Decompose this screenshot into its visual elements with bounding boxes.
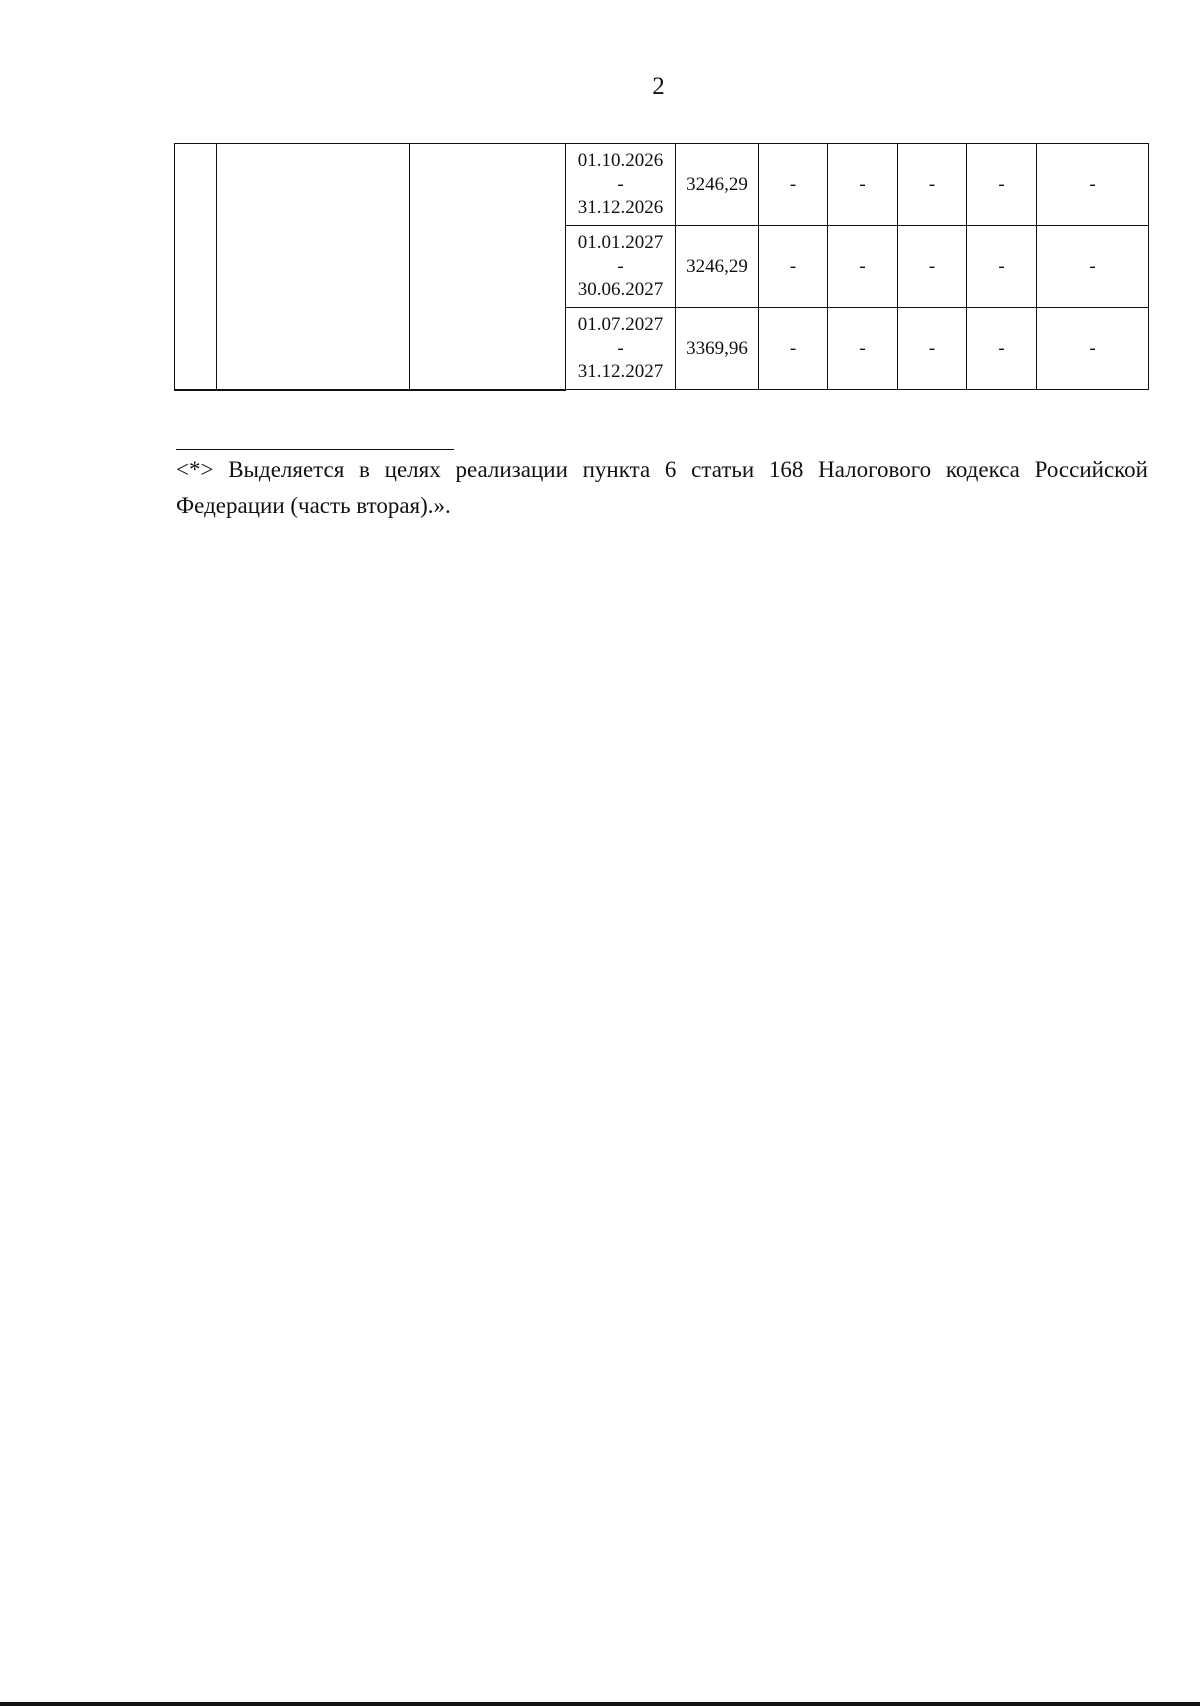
number-cell xyxy=(175,144,217,390)
empty-value-cell: - xyxy=(967,144,1037,226)
period-separator: - xyxy=(617,173,624,195)
category-cell xyxy=(410,144,566,390)
period-separator: - xyxy=(617,337,624,359)
empty-value-cell: - xyxy=(967,226,1037,308)
table-row xyxy=(175,144,1149,226)
period-start: 01.07.2027 xyxy=(577,313,664,335)
tariff-table xyxy=(174,143,1149,391)
empty-value-cell: - xyxy=(759,144,828,226)
empty-value-cell: - xyxy=(828,308,898,390)
empty-value-cell: - xyxy=(759,226,828,308)
tariff-value: 3246,29 xyxy=(676,144,759,226)
tariff-value: 3369,96 xyxy=(676,308,759,390)
period-end: 31.12.2026 xyxy=(577,197,664,219)
empty-value-cell: - xyxy=(898,144,967,226)
empty-value-cell: - xyxy=(1037,308,1149,390)
period-end: 31.12.2027 xyxy=(577,361,664,383)
period-start: 01.10.2026 xyxy=(577,149,664,171)
empty-value-cell: - xyxy=(759,308,828,390)
period-start: 01.01.2027 xyxy=(577,231,664,253)
period-separator: - xyxy=(617,255,624,277)
period-cell xyxy=(566,144,676,226)
empty-value-cell: - xyxy=(828,144,898,226)
tariff-value: 3246,29 xyxy=(676,226,759,308)
footnote-divider xyxy=(176,449,454,450)
footnote-text: <*> Выделяется в целях реализации пункта 6 статьи 168 Налогового кодекса Российской Федерации (часть вторая).». xyxy=(176,457,1148,518)
empty-value-cell: - xyxy=(1037,144,1149,226)
name-cell xyxy=(217,144,410,390)
empty-value-cell: - xyxy=(898,226,967,308)
empty-value-cell: - xyxy=(1037,226,1149,308)
period-cell xyxy=(566,226,676,308)
empty-value-cell: - xyxy=(898,308,967,390)
empty-value-cell: - xyxy=(828,226,898,308)
page-number: 2 xyxy=(652,73,665,100)
period-end: 30.06.2027 xyxy=(577,279,664,301)
empty-value-cell: - xyxy=(967,308,1037,390)
scan-edge-border xyxy=(0,1702,1200,1706)
period-cell xyxy=(566,308,676,390)
